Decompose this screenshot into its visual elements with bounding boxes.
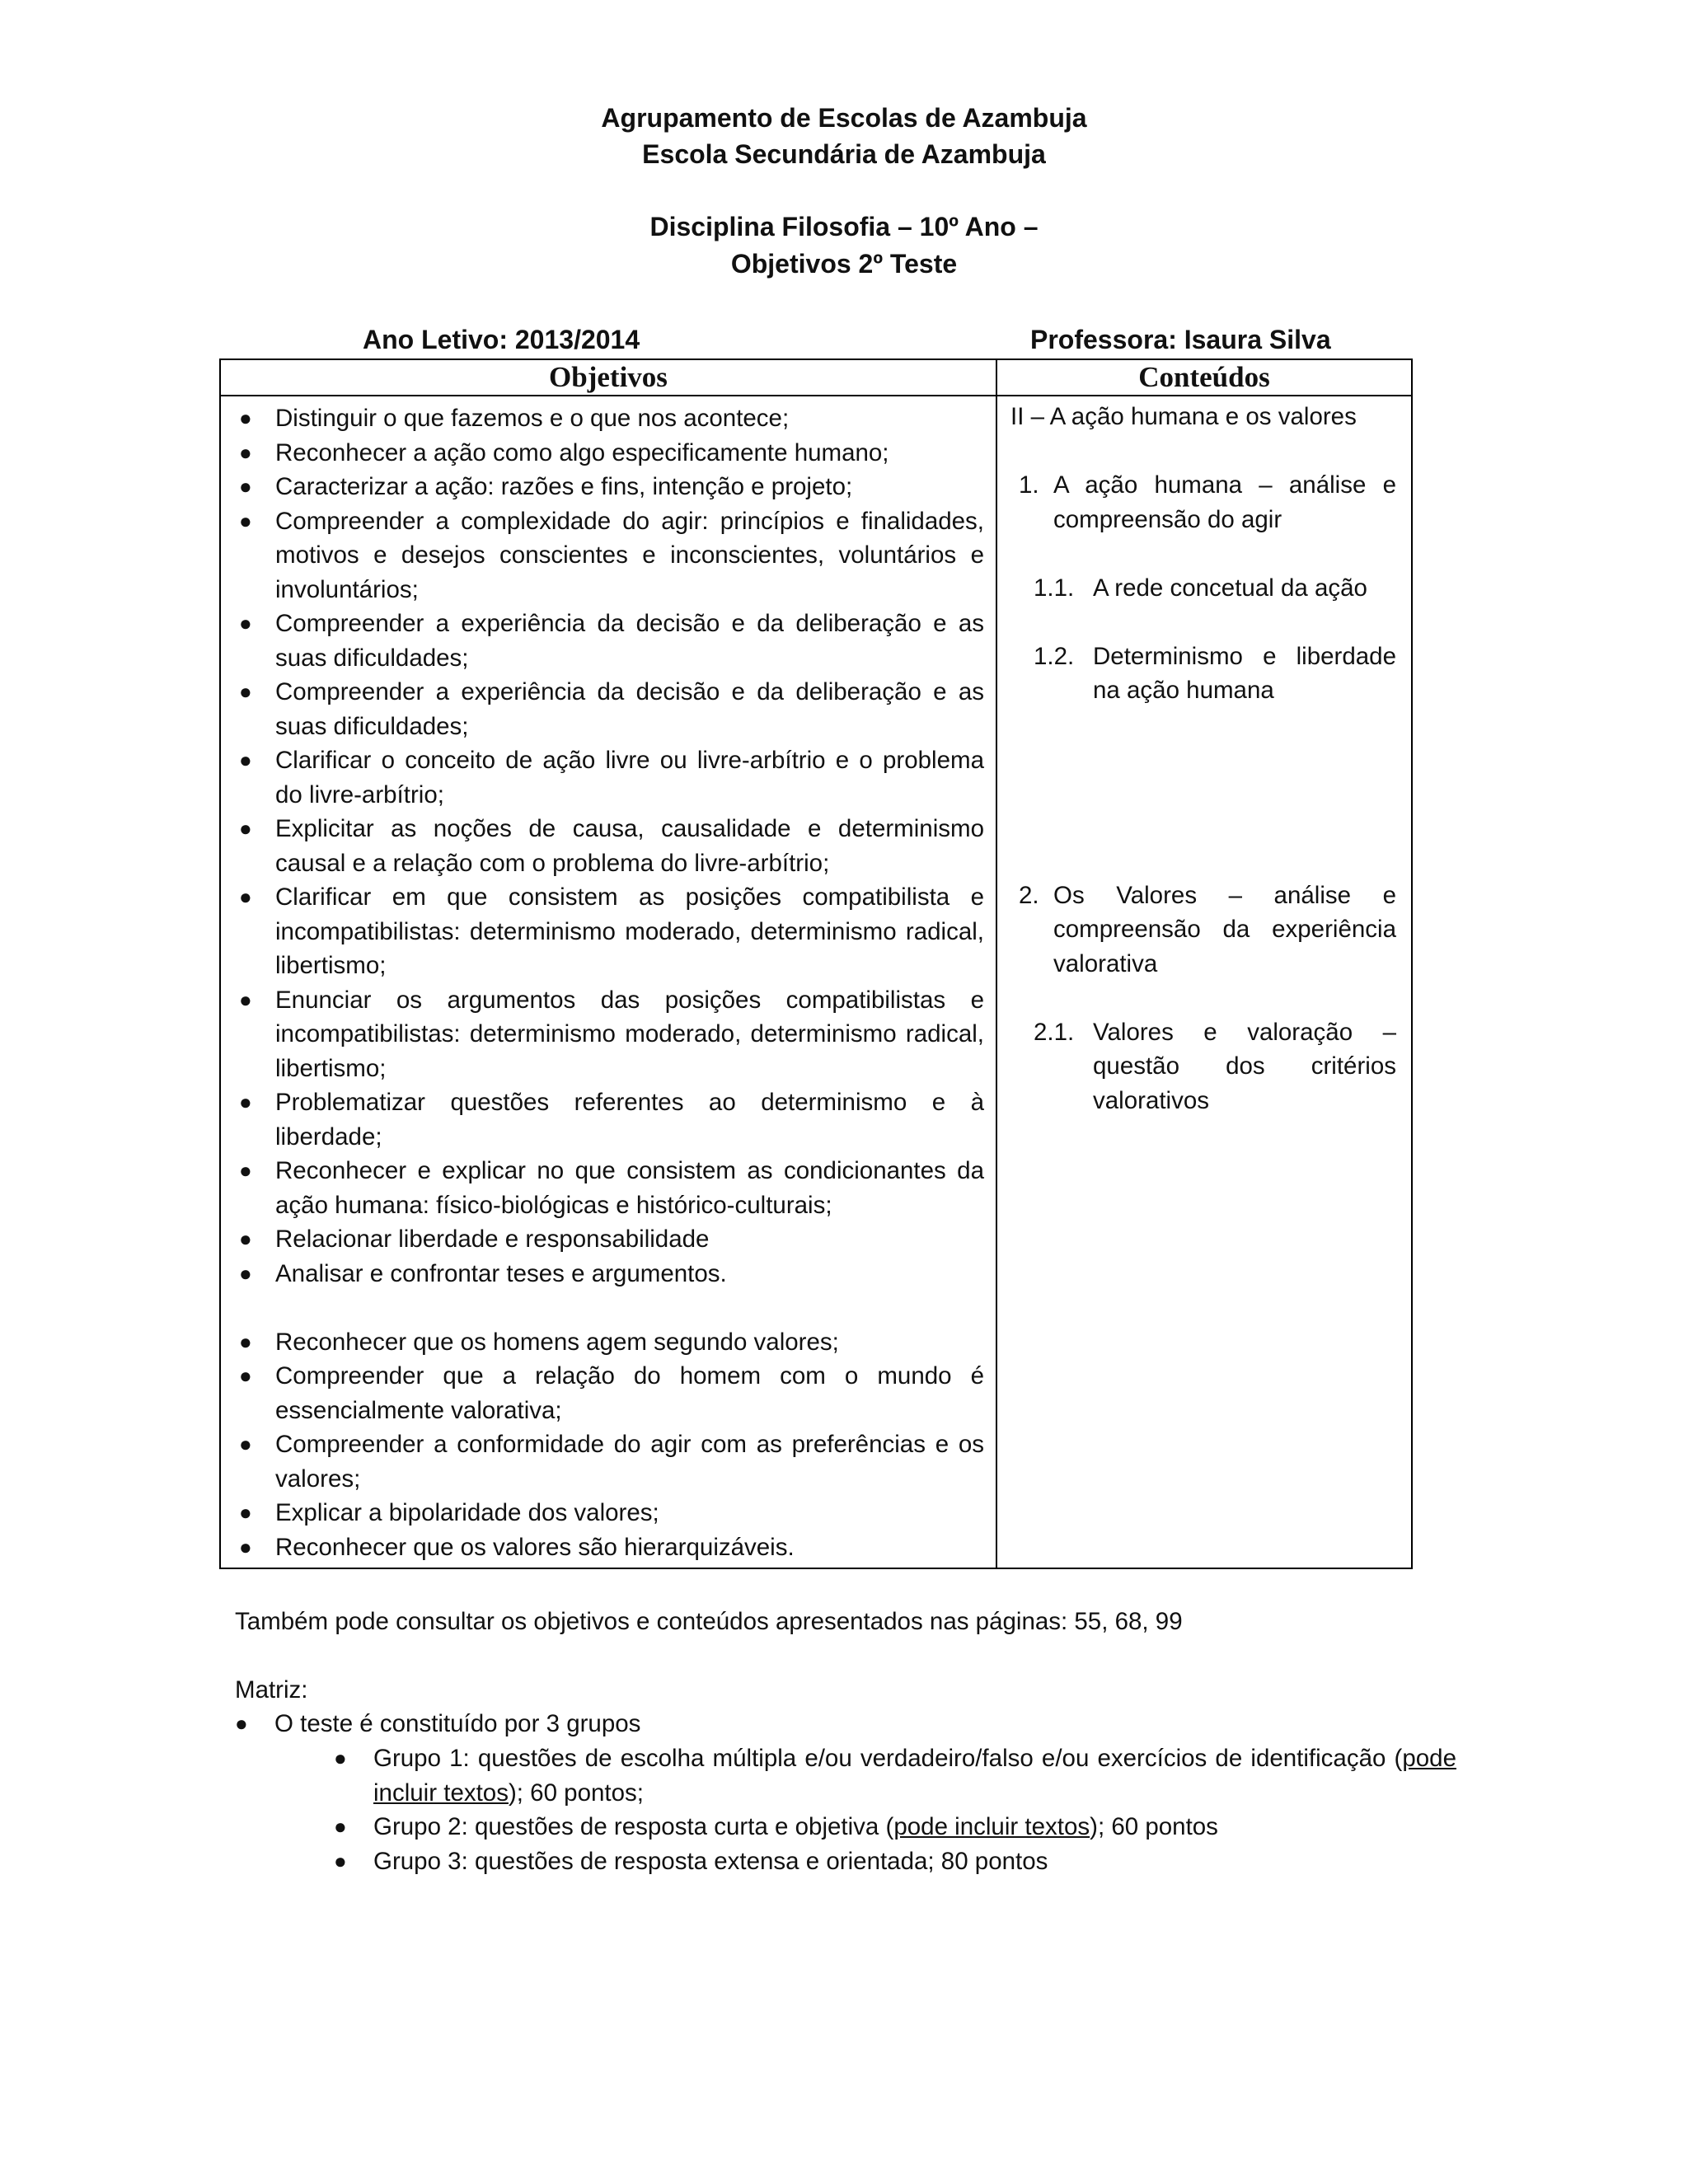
objective-item: ● Explicar a bipolaridade dos valores; [234,1496,984,1530]
teacher-name: Professora: Isaura Silva [1030,325,1331,354]
bullet-icon: ● [239,1363,252,1388]
contents-section-title: II – A ação humana e os valores [1010,403,1357,430]
contents-item-2: 2. Os Valores – análise e compreensão da experiência valorativa [1019,881,1396,977]
test-objectives-title: Objetivos 2º Teste [730,249,958,279]
objective-item: ● Compreender a experiência da decisão e da deliberação e as suas dificuldades; [234,607,984,675]
objective-item: ● Reconhecer a ação como algo especificamente humano; [234,436,984,471]
objective-item: ● Caracterizar a ação: razões e fins, intenção e projeto; [234,470,984,504]
contents-item-1-1: 1.1. A rede concetual da ação [1034,574,1367,602]
objectives-column-header: Objetivos [220,359,996,396]
bullet-icon: ● [239,508,252,533]
bullet-icon: ● [334,1849,347,1873]
objective-item: ● Compreender a complexidade do agir: princípios e finalidades, motivos e desejos conscientes e inconscientes, voluntários e involuntários; [234,504,984,607]
school-name-title: Escola Secundária de Azambuja [642,139,1046,169]
bullet-icon: ● [239,679,252,704]
bullet-icon: ● [239,1432,252,1456]
contents-column-header: Conteúdos [996,359,1412,396]
matrix-label: Matriz: [235,1676,308,1704]
bullet-icon: ● [239,474,252,499]
objective-item: ● Problematizar questões referentes ao determinismo e à liberdade; [234,1085,984,1154]
objective-item: ● Enunciar os argumentos das posições compatibilistas e incompatibilistas: determinismo moderado, determinismo radical, libertismo; [234,983,984,1086]
bullet-icon: ● [334,1746,347,1770]
group-3-item: ● Grupo 3: questões de resposta extensa e orientada; 80 pontos [334,1844,1456,1879]
objective-item: ● Analisar e confrontar teses e argumentos. [234,1257,984,1291]
school-group-title: Agrupamento de Escolas de Azambuja [601,103,1087,133]
also-consult-text: Também pode consultar os objetivos e conteúdos apresentados nas páginas: 55, 68, 99 [235,1608,1183,1635]
bullet-icon: ● [239,1226,252,1251]
objectives-cell [220,396,996,1568]
objective-item: ● Reconhecer que os valores são hierarquizáveis. [234,1530,984,1565]
objective-item: ● Clarificar em que consistem as posições compatibilista e incompatibilistas: determinismo moderado, determinismo radical, libertismo; [234,880,984,983]
objective-item: ● Reconhecer que os homens agem segundo valores; [234,1325,984,1360]
objective-item: ● Distinguir o que fazemos e o que nos acontece; [234,401,984,436]
bullet-icon: ● [239,1158,252,1183]
bullet-icon: ● [239,611,252,635]
bullet-icon: ● [239,1090,252,1114]
objectives-contents-table [219,359,1413,1569]
test-structure-item: ● O teste é constituído por 3 grupos [235,1707,640,1741]
contents-item-1-2: 1.2. Determinismo e liberdade na ação humana [1034,642,1396,704]
objective-item: ● Compreender a conformidade do agir com as preferências e os valores; [234,1427,984,1496]
bullet-icon: ● [239,748,252,772]
group-2-texts-note: pode incluir textos [893,1813,1090,1840]
objective-item: ● Compreender que a relação do homem com o mundo é essencialmente valorativa; [234,1359,984,1427]
bullet-icon: ● [239,987,252,1012]
group-1-texts-note: pode incluir textos [373,1745,1456,1807]
group-2-item: ● Grupo 2: questões de resposta curta e objetiva (pode incluir textos); 60 pontos [334,1810,1456,1844]
bullet-icon: ● [239,405,252,430]
objective-item: ● Clarificar o conceito de ação livre ou livre-arbítrio e o problema do livre-arbítrio; [234,743,984,812]
bullet-icon: ● [239,1329,252,1354]
objective-item: ● Relacionar liberdade e responsabilidade [234,1222,984,1257]
bullet-icon: ● [239,884,252,909]
bullet-icon: ● [239,1500,252,1525]
objective-item: ● Explicitar as noções de causa, causalidade e determinismo causal e a relação com o problema do livre-arbítrio; [234,812,984,880]
bullet-icon: ● [235,1711,248,1736]
objectives-list [234,401,984,1564]
subject-title: Disciplina Filosofia – 10º Ano – [649,212,1039,241]
bullet-icon: ● [239,439,252,465]
bullet-icon: ● [239,816,252,841]
bullet-icon: ● [239,1260,252,1286]
bullet-icon: ● [239,1534,252,1559]
objective-item: ● Reconhecer e explicar no que consistem as condicionantes da ação humana: físico-biológicas e histórico-culturais; [234,1154,984,1222]
school-year: Ano Letivo: 2013/2014 [363,325,640,354]
group-1-item: ● Grupo 1: questões de escolha múltipla e/ou verdadeiro/falso e/ou exercícios de identificação (pode incluir textos); 60 pontos; [334,1741,1456,1810]
contents-item-1: 1. A ação humana – análise e compreensão do agir [1019,471,1396,533]
contents-cell [996,396,1412,1568]
bullet-icon: ● [334,1814,347,1839]
contents-item-2-1: 2.1. Valores e valoração – questão dos critérios valorativos [1034,1018,1396,1114]
objective-item: ● Compreender a experiência da decisão e da deliberação e as suas dificuldades; [234,675,984,743]
